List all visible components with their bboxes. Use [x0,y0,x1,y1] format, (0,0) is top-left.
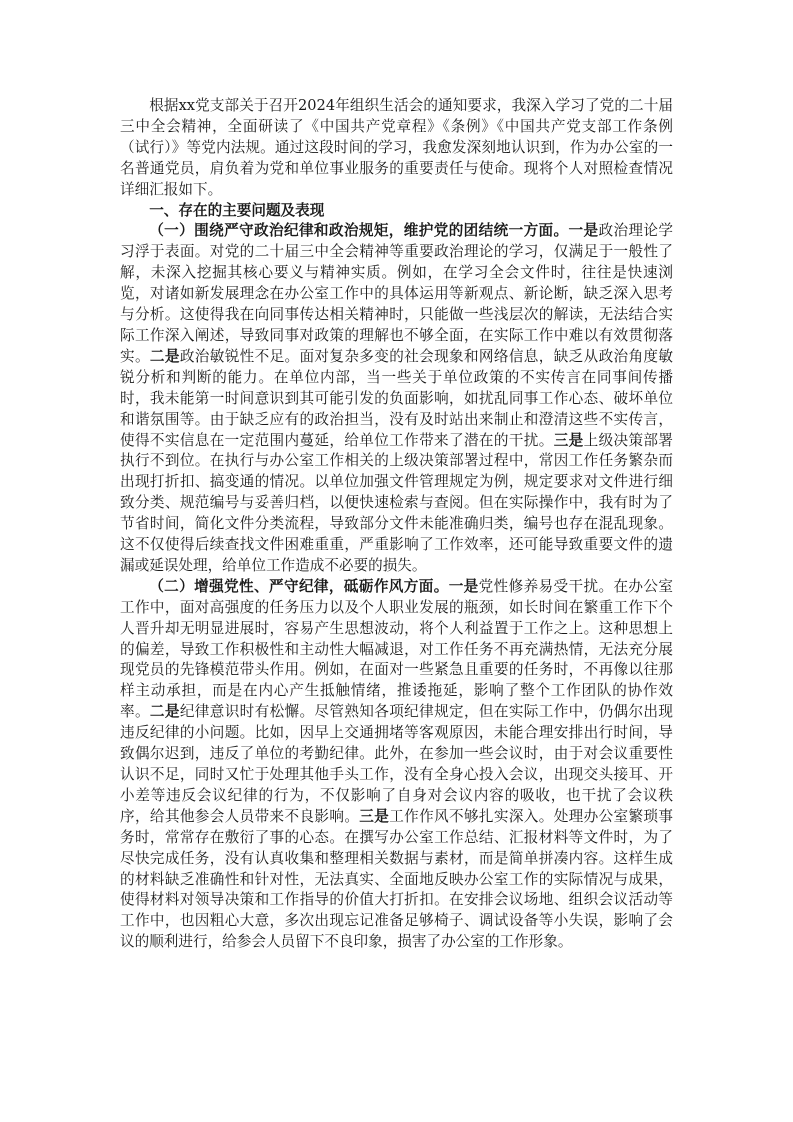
point-label: 三是 [553,431,584,449]
subsection-1-paragraph [120,221,673,576]
point-label: 二是 [149,347,180,365]
point-label: 一是 [568,222,599,240]
point-text: 政治敏锐性不足。面对复杂多变的社会现象和网络信息，缺乏从政治角度敏锐分析和判断的能力。在单位内部，当一些关于单位政策的不实传言在同事间传播时，我未能第一时间意识到其可能引发的负面影响，如扰乱同事工作心态、破坏单位和谐氛围等。由于缺乏应有的政治担当，没有及时站出来制止和澄清这些不实传言，使得不实信息在一定范围内蔓延，给单位工作带来了潜在的干扰。 [120,347,673,449]
point-label: 三是 [359,807,390,825]
section-heading-problems: 一、存在的主要问题及表现 [149,201,325,219]
point-text: 政治理论学习浮于表面。对党的二十届三中全会精神等重要政治理论的学习，仅满足于一般性了解，未深入挖掘其核心要义与精神实质。例如，在学习全会文件时，往往是快速浏览，对诸如新发展理念在办公室工作中的具体运用等新观点、新论断，缺乏深入思考与分析。这使得我在向同事传达相关精神时，只能做一些浅层次的解读，无法结合实际工作深入阐述，导致同事对政策的理解也不够全面，在实际工作中难以有效贯彻落实。 [120,222,673,365]
point-text: 党性修养易受干扰。在办公室工作中，面对高强度的任务压力以及个人职业发展的瓶颈，如长时间在繁重工作下个人晋升却无明显进展时，容易产生思想波动，将个人利益置于工作之上。这种思想上的偏差，导致工作积极性和主动性大幅减退，对工作任务不再充满热情，无法充分展现党员的先锋模范带头作用。例如，在面对一些紧急且重要的任务时，不再像以往那样主动承担，而是在内心产生抵触情绪，推诿拖延，影响了整个工作团队的协作效率。 [120,577,673,721]
document-page [120,96,673,953]
subsection-2-title: （二）增强党性、严守纪律，砥砺作风方面。 [149,577,449,595]
subsection-2-paragraph [120,577,673,953]
point-text: 工作作风不够扎实深入。处理办公室繁琐事务时，常常存在敷衍了事的心态。在撰写办公室工作总结、汇报材料等文件时，为了尽快完成任务，没有认真收集和整理相关数据与素材，而是简单拼凑内容。这样生成的材料缺乏准确性和针对性，无法真实、全面地反映办公室工作的实际情况与成果，使得材料对领导决策和工作指导的价值大打折扣。在安排会议场地、组织会议活动等工作中，也因粗心大意，多次出现忘记准备足够椅子、调试设备等小失误，影响了会议的顺利进行，给参会人员留下不良印象，损害了办公室的工作形象。 [120,807,673,951]
point-text: 纪律意识时有松懈。尽管熟知各项纪律规定，但在实际工作中，仍偶尔出现违反纪律的小问题。比如，因早上交通拥堵等客观原因，未能合理安排出行时间，导致偶尔迟到，违反了单位的考勤纪律。此外，在参加一些会议时，由于对会议重要性认识不足，同时又忙于处理其他手头工作，没有全身心投入会议，出现交头接耳、开小差等违反会议纪律的行为，不仅影响了自身对会议内容的吸收，也干扰了会议秩序，给其他参会人员带来不良影响。 [120,703,673,825]
subsection-1-title: （一）围绕严守政治纪律和政治规矩，维护党的团结统一方面。 [149,222,569,240]
intro-paragraph: 根据xx党支部关于召开2024年组织生活会的通知要求，我深入学习了党的二十届三中全会精神，全面研读了《中国共产党章程》《条例》《中国共产党支部工作条例（试行）》等党内法规。通过这段时间的学习，我愈发深刻地认识到，作为办公室的一名普通党员，肩负着为党和单位事业服务的重要责任与使命。现将个人对照检查情况详细汇报如下。 [120,97,673,198]
point-label: 一是 [448,577,479,595]
point-label: 二是 [149,703,180,721]
point-text: 上级决策部署执行不到位。在执行与办公室工作相关的上级决策部署过程中，常因工作任务繁杂而出现打折扣、搞变通的情况。以单位加强文件管理规定为例，规定要求对文件进行细致分类、规范编号与妥善归档，以便快速检索与查阅。但在实际操作中，我有时为了节省时间，简化文件分类流程，导致部分文件未能准确归类，编号也存在混乱现象。这不仅使得后续查找文件困难重重，严重影响了工作效率，还可能导致重要文件的遗漏或延误处理，给单位工作造成不必要的损失。 [120,431,673,574]
